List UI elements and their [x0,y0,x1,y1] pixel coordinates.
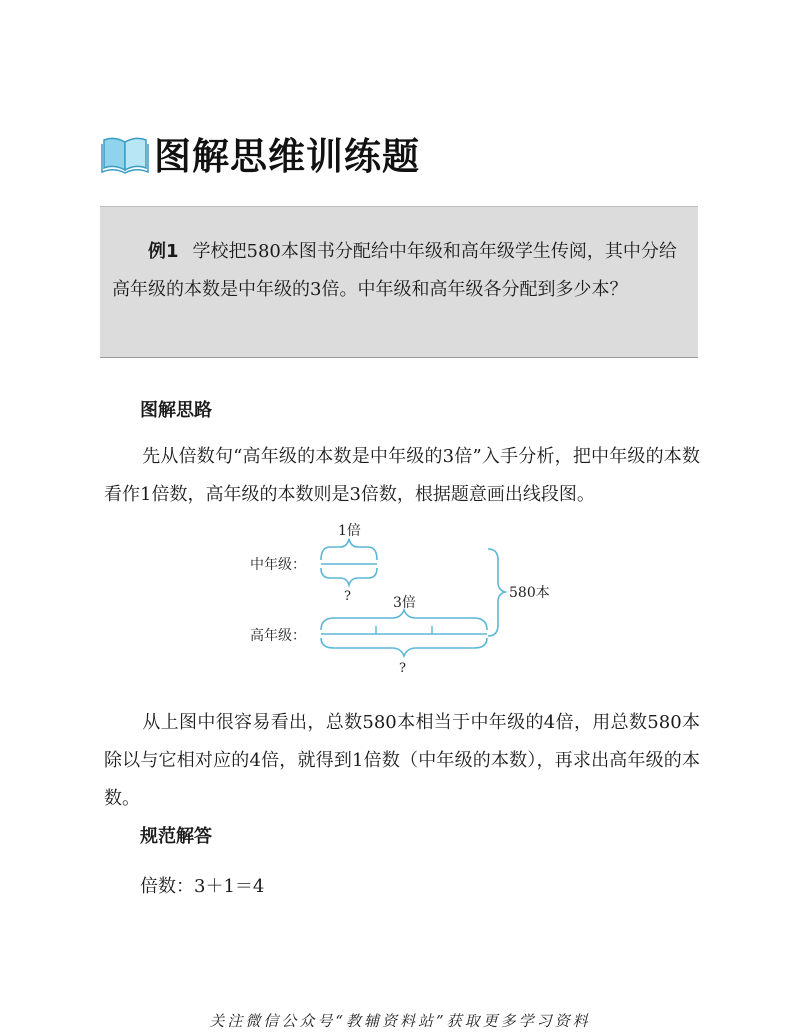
row1-bottom-label: ? [344,589,351,604]
row1-top-brace [321,539,377,560]
row2-bottom-label: ? [399,661,406,676]
analysis-paragraph-1-text: 先从倍数句“高年级的本数是中年级的3倍”入手分析，把中年级的本数看作1倍数，高年级的本数则是3倍数，根据题意画出线段图。 [104,446,700,505]
example-text: 学校把580本图书分配给中年级和高年级学生传阅，其中分给高年级的本数是中年级的3倍。中年级和高年级各分配到多少本？ [112,241,677,300]
row2-bottom-brace [321,638,487,656]
diagram-row1-label: 中年级： [250,557,306,573]
row1-top-label: 1倍 [338,523,361,539]
analysis-paragraph-2 [104,704,700,818]
footer-watermark: 关注微信公众号“教辅资料站”获取更多学习资料 [209,1012,591,1030]
example-label: 例1 [148,241,179,262]
row2-top-label: 3倍 [393,595,416,611]
solution-heading: 规范解答 [140,826,212,847]
analysis-paragraph-2-text: 从上图中很容易看出，总数580本相当于中年级的4倍，用总数580本除以与它相对应的4倍，就得到1倍数（中年级的本数），再求出高年级的本数。 [104,712,700,809]
analysis-heading: 图解思路 [140,400,212,421]
row2-top-brace [321,610,487,630]
row1-bottom-brace [321,568,377,585]
total-label: 580本 [509,585,550,601]
solution-line-1: 倍数：3＋1＝4 [140,876,265,897]
total-brace [488,549,505,636]
diagram-row2-label: 高年级： [250,628,306,644]
section-title: 图解思维训练题 [154,135,420,178]
